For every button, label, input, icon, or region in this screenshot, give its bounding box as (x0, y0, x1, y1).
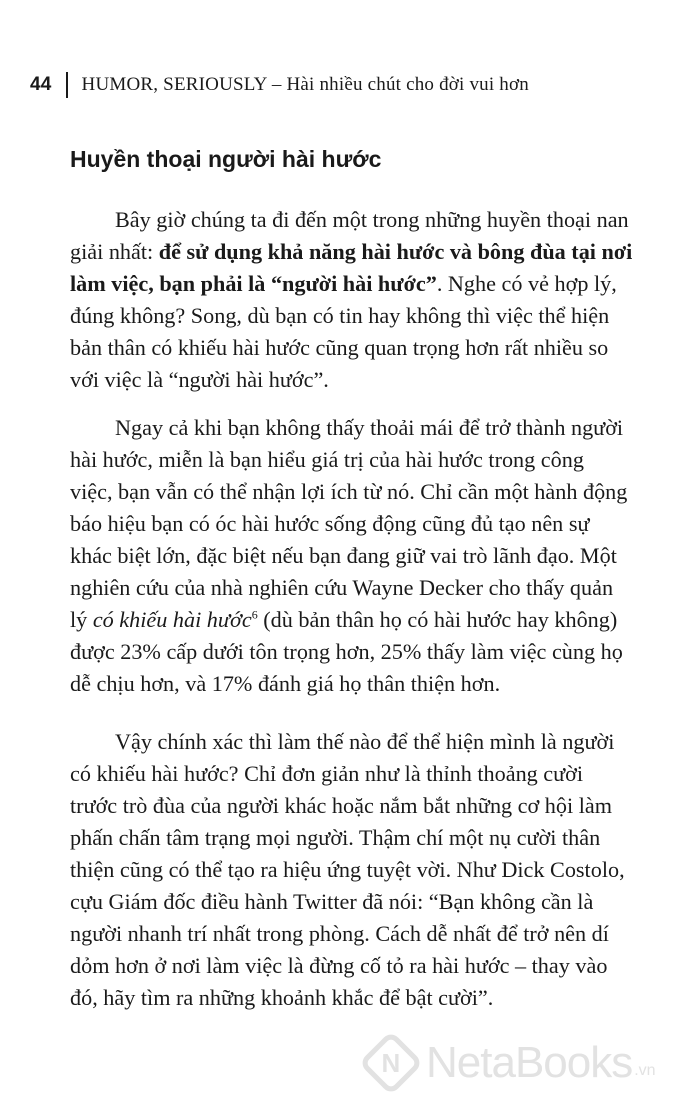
text-line: phấn chấn tâm trạng mọi người. Thậm chí một nụ cười thân (70, 825, 601, 850)
text-line: Vậy chính xác thì làm thế nào để thể hiện mình là người (115, 729, 615, 754)
text-line: Bây giờ chúng ta đi đến một trong những huyền thoại nan (115, 207, 629, 232)
running-header (30, 72, 529, 98)
text-line: dỏm hơn ở nơi làm việc là đừng cố tỏ ra hài hước – thay vào (70, 953, 608, 978)
text-line: trước trò đùa của người khác hoặc nắm bắt những cơ hội làm (70, 793, 612, 818)
text-line: việc, bạn vẫn có thể nhận lợi ích từ nó. Chỉ cần một hành động (70, 479, 628, 504)
text-line: lý có khiếu hài hước$^6$ (dù bản thân họ có hài hước hay không) (70, 607, 618, 632)
text-line: hài hước, miễn là bạn hiểu giá trị của hài hước trong công (70, 447, 584, 472)
watermark-suffix: .vn (634, 1062, 656, 1079)
text-line: cựu Giám đốc điều hành Twitter đã nói: “Bạn không cần là (70, 889, 594, 914)
text-line: nghiên cứu của nhà nghiên cứu Wayne Decker cho thấy quản (70, 575, 614, 600)
text-line: thiện cũng có thể tạo ra hiệu ứng tuyệt vời. Như Dick Costolo, (70, 857, 625, 882)
page-number: 44 (30, 74, 52, 95)
text-line: người nhanh trí nhất trong phòng. Cách dễ nhất để trở nên dí (70, 921, 609, 946)
text-line: đó, hãy tìm ra những khoảnh khắc để bật cười”. (70, 985, 494, 1010)
text-line: có khiếu hài hước? Chỉ đơn giản như là thỉnh thoảng cười (70, 761, 584, 786)
running-title: HUMOR, SERIOUSLY – Hài nhiều chút cho đời vui hơn (81, 74, 529, 95)
text-line: Ngay cả khi bạn không thấy thoải mái để trở thành người (115, 415, 624, 440)
text-line: với việc là “người hài hước”. (70, 367, 329, 392)
netabooks-watermark (368, 1038, 656, 1088)
text-line: đúng không? Song, dù bạn có tin hay không thì việc thể hiện (70, 303, 610, 328)
netabooks-logo-icon: N (358, 1030, 423, 1095)
section-title: Huyền thoại người hài hước (70, 146, 382, 172)
text-line: bản thân có khiếu hài hước cũng quan trọng hơn rất nhiều so (70, 335, 609, 360)
text-line: được 23% cấp dưới tôn trọng hơn, 25% thấy làm việc cùng họ (70, 639, 623, 664)
footnote-marker: 6 (251, 607, 258, 622)
watermark-brand: NetaBooks (426, 1038, 633, 1087)
header-divider (66, 72, 68, 98)
text-line: khác biệt lớn, đặc biệt nếu bạn đang giữ vai trò lãnh đạo. Một (70, 543, 617, 568)
text-line: giải nhất: để sử dụng khả năng hài hước và bông đùa tại nơi (70, 239, 633, 264)
text-line: báo hiệu bạn có óc hài hước sống động cũng đủ tạo nên sự (70, 511, 590, 536)
text-line: dễ chịu hơn, và 17% đánh giá họ thân thiện hơn. (70, 671, 501, 696)
text-line: làm việc, bạn phải là “người hài hước”. Nghe có vẻ hợp lý, (70, 271, 617, 296)
